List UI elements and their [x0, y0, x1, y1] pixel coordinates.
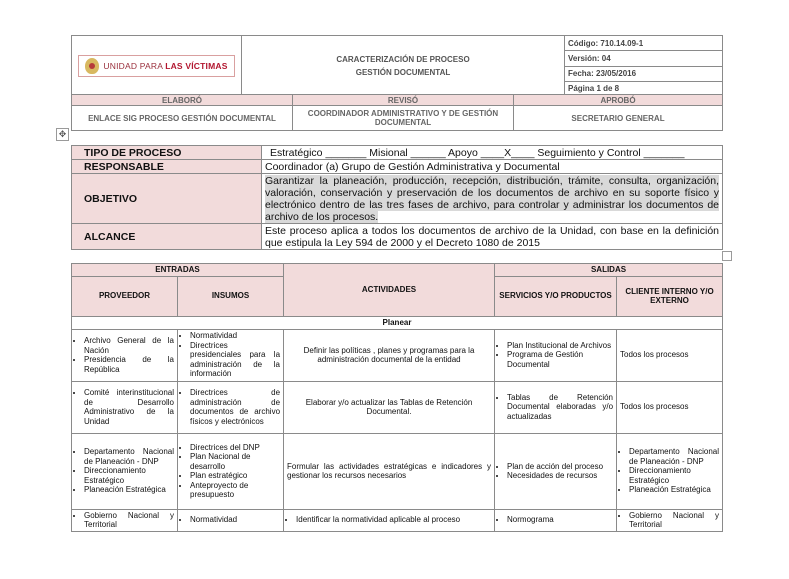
process-matrix-table: [71, 263, 723, 532]
proveedor-header: PROVEEDOR: [72, 276, 178, 316]
list-item: • Archivo General de la Nación: [84, 336, 174, 355]
list-item: • Presidencia de la República: [84, 355, 174, 374]
list-item: • Gobierno Nacional y Territorial: [629, 511, 719, 530]
list-item: • Normatividad: [190, 331, 280, 341]
pagina-field: Página 1 de 8: [565, 81, 723, 96]
cliente-cell: Todos los procesos: [617, 381, 723, 433]
tipo-proceso-label: TIPO DE PROCESO: [72, 146, 262, 160]
fecha-field: Fecha: 23/05/2016: [565, 66, 723, 81]
document-header-table: [71, 35, 723, 97]
list-item: • Planeación Estratégica: [629, 485, 719, 495]
objetivo-value: Garantizar la planeación, producción, recepción, distribución, trámite, consulta, organización, valoración, conservación y preservación de los documentos de archivo en su soporte físico y electrónico dentro de las tres fases de archivo, para controlar y administrar los documentos de archivo de los procesos.: [265, 174, 719, 223]
table-resize-handle[interactable]: [722, 251, 732, 261]
insumos-header: INSUMOS: [178, 276, 284, 316]
phase-planear: Planear: [72, 316, 723, 329]
list-item: • Direccionamiento Estratégico: [629, 466, 719, 485]
table-row: [72, 433, 723, 509]
actividad-cell: Elaborar y/o actualizar las Tablas de Retención Documental.: [284, 381, 495, 433]
entradas-header: ENTRADAS: [72, 264, 284, 277]
tipo-proceso-value: Estratégico _______ Misional ______ Apoyo ____X____ Seguimiento y Control _______: [262, 146, 723, 160]
document-title: [242, 36, 565, 97]
list-item: • Tablas de Retención Documental elaboradas y/o actualizadas: [507, 393, 613, 422]
responsable-value: Coordinador (a) Grupo de Gestión Administrativa y Documental: [262, 160, 723, 174]
reviso-value: COORDINADOR ADMINISTRATIVO Y DE GESTIÓN DOCUMENTAL: [293, 106, 514, 131]
table-row: [72, 329, 723, 381]
alcance-value: Este proceso aplica a todos los documentos de archivo de la Unidad, con base en la definición que estipula la Ley 594 de 2000 y el Decreto 1080 de 2015: [262, 224, 723, 250]
list-item: • Plan de acción del proceso: [507, 462, 613, 472]
responsable-label: RESPONSABLE: [72, 160, 262, 174]
list-item: • Comité interinstitucional de Desarrollo Administrativo de la Unidad: [84, 388, 174, 426]
list-item: • Departamento Nacional de Planeación - DNP: [84, 447, 174, 466]
alcance-label: ALCANCE: [72, 224, 262, 250]
unidad-victimas-logo: [78, 55, 234, 77]
list-item: • Identificar la normatividad aplicable al proceso: [296, 515, 491, 525]
reviso-header: REVISÓ: [293, 95, 514, 106]
logo-cell: [72, 36, 242, 97]
list-item: • Anteproyecto de presupuesto: [190, 481, 280, 500]
list-item: • Directrices del DNP: [190, 443, 280, 453]
logo-text-pre: UNIDAD PARA: [103, 61, 166, 71]
cliente-header: CLIENTE INTERNO Y/O EXTERNO: [617, 276, 723, 316]
list-item: • Plan Institucional de Archivos: [507, 341, 613, 351]
list-item: • Planeación Estratégica: [84, 485, 174, 495]
version-field: Versión: 04: [565, 51, 723, 66]
table-row: [72, 381, 723, 433]
cliente-cell: Todos los procesos: [617, 329, 723, 381]
signatures-table: [71, 94, 723, 131]
objetivo-label: OBJETIVO: [72, 174, 262, 224]
colombia-seal-icon: [85, 58, 99, 74]
table-row: [72, 509, 723, 531]
list-item: • Plan Nacional de desarrollo: [190, 452, 280, 471]
salidas-header: SALIDAS: [495, 264, 723, 277]
list-item: • Directrices presidenciales para la administración de la información: [190, 341, 280, 379]
elaboro-header: ELABORÓ: [72, 95, 293, 106]
list-item: • Directrices de administración de documentos de archivo físicos y electrónicos: [190, 388, 280, 426]
move-handle-icon[interactable]: ✥: [56, 128, 69, 141]
process-info-table: [71, 145, 723, 250]
actividad-cell: Formular las actividades estratégicas e indicadores y gestionar los recursos necesarios: [284, 433, 495, 509]
logo-text-bold: LAS VÍCTIMAS: [165, 61, 228, 71]
list-item: • Normograma: [507, 515, 613, 525]
list-item: • Gobierno Nacional y Territorial: [84, 511, 174, 530]
title-line-1: CARACTERIZACIÓN DE PROCESO: [336, 55, 470, 64]
list-item: • Normatividad: [190, 515, 280, 525]
list-item: • Plan estratégico: [190, 471, 280, 481]
list-item: • Necesidades de recursos: [507, 471, 613, 481]
actividad-cell: Definir las políticas , planes y programas para la administración documental de la entidad: [284, 329, 495, 381]
list-item: • Programa de Gestión Documental: [507, 350, 613, 369]
actividades-header: ACTIVIDADES: [284, 264, 495, 317]
codigo-field: Código: 710.14.09-1: [565, 36, 723, 51]
title-line-2: GESTIÓN DOCUMENTAL: [355, 68, 451, 77]
list-item: • Direccionamiento Estratégico: [84, 466, 174, 485]
aprobo-header: APROBÓ: [514, 95, 723, 106]
aprobo-value: SECRETARIO GENERAL: [514, 106, 723, 131]
elaboro-value: ENLACE SIG PROCESO GESTIÓN DOCUMENTAL: [72, 106, 293, 131]
list-item: • Departamento Nacional de Planeación - DNP: [629, 447, 719, 466]
servicios-header: SERVICIOS Y/O PRODUCTOS: [495, 276, 617, 316]
